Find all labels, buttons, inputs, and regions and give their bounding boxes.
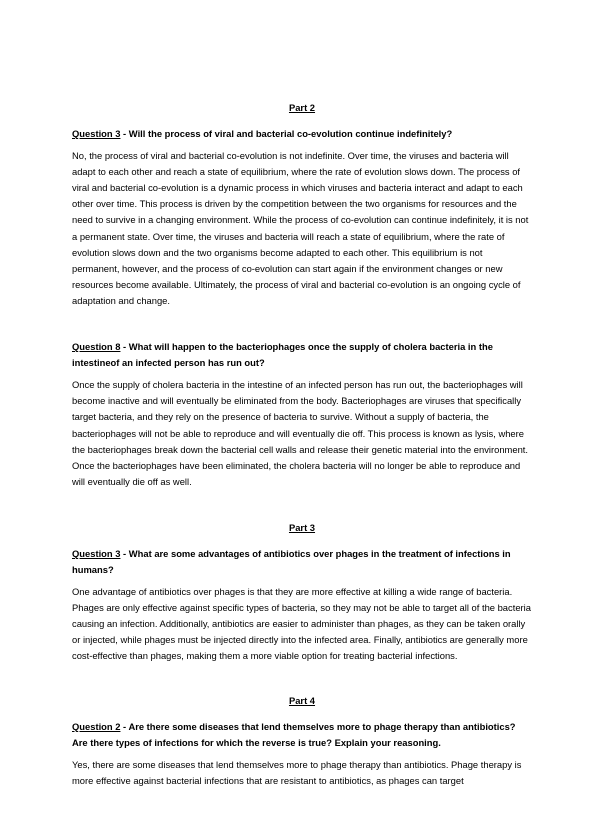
answer-paragraph: Once the supply of cholera bacteria in the intestine of an infected person has run out, the bacteriophages will become inactive and will eventually be eliminated from the body. Bacteriophages are viruses that specifically target bacteria, and they rely on the presence of bacteria to survive. Without a supply of bacteria, the bacteriophages will not be able to reproduce and will eventually die off. This process is known as lysis, where the bacteriophages break down the bacterial cell walls and release their genetic material into the environment. Once the bacteriophages have been eliminated, the cholera bacteria will no longer be able to reproduce and will eventually die off as well. bbox=[72, 379, 528, 487]
question-body: What are some advantages of antibiotics over phages in the treatment of infections in humans? bbox=[72, 547, 511, 575]
question-separator: - bbox=[120, 128, 129, 139]
question-text bbox=[72, 126, 532, 142]
question-number: Question 2 bbox=[72, 720, 121, 732]
part-heading: Part 4 bbox=[288, 694, 316, 706]
question-separator: - bbox=[120, 547, 129, 559]
question-separator: - bbox=[120, 720, 129, 732]
question-number: Question 8 bbox=[72, 341, 121, 353]
question-block bbox=[72, 719, 532, 789]
question-separator: - bbox=[120, 341, 129, 353]
question-block bbox=[72, 546, 532, 665]
answer-paragraph: Yes, there are some diseases that lend themselves more to phage therapy than antibiotics. Phage therapy is more effective against bacterial infections that are resistant to antibiotics, as phages can target bbox=[72, 758, 522, 786]
section-part-4 bbox=[72, 693, 532, 789]
part-heading: Part 2 bbox=[288, 102, 316, 113]
question-body: Are there some diseases that lend themselves more to phage therapy than antibiotics? Are there types of infections for which the reverse is true? Explain your reasoning. bbox=[72, 720, 516, 748]
part-heading: Part 3 bbox=[288, 521, 316, 533]
section-part-2 bbox=[72, 100, 532, 490]
answer-paragraph: No, the process of viral and bacterial co-evolution is not indefinite. Over time, the viruses and bacteria will adapt to each other and reach a state of equilibrium, where the rate of evolution slows down. The process of viral and bacterial co-evolution is a dynamic process in which viruses and bacteria interact and adapt to each other over time. This process is driven by the competition between the two organisms for resources and the need to survive in a changing environment. While the process of co-evolution can continue indefinitely, it is not a permanent state. Over time, the viruses and bacteria will reach a state of equilibrium, where the rate of evolution slows down and the two organisms become adapted to each other. This equilibrium is not permanent, however, and the process of co-evolution can start again if the environment changes or new resources become available. Ultimately, the process of viral and bacterial co-evolution is an ongoing cycle of adaptation and change. bbox=[72, 150, 529, 306]
question-number: Question 3 bbox=[72, 128, 121, 139]
question-block bbox=[72, 126, 532, 309]
question-text bbox=[72, 546, 532, 578]
question-number: Question 3 bbox=[72, 547, 121, 559]
document-page bbox=[72, 100, 532, 819]
section-part-3 bbox=[72, 520, 532, 665]
question-body: What will happen to the bacteriophages once the supply of cholera bacteria in the intestineof an infected person has run out? bbox=[72, 341, 493, 369]
question-text bbox=[72, 719, 532, 751]
question-block bbox=[72, 339, 532, 490]
question-body: Will the process of viral and bacterial co-evolution continue indefinitely? bbox=[128, 128, 453, 139]
question-text bbox=[72, 339, 532, 371]
answer-paragraph: One advantage of antibiotics over phages is that they are more effective at killing a wide range of bacteria. Phages are only effective against specific types of bacteria, so they may not be able to target all of the bacteria causing an infection. Additionally, antibiotics are easier to administer than phages, as they can be taken orally or injected, while phages must be injected directly into the infected area. Finally, antibiotics are generally more cost-effective than phages, making them a more viable option for treating bacterial infections. bbox=[72, 586, 531, 662]
